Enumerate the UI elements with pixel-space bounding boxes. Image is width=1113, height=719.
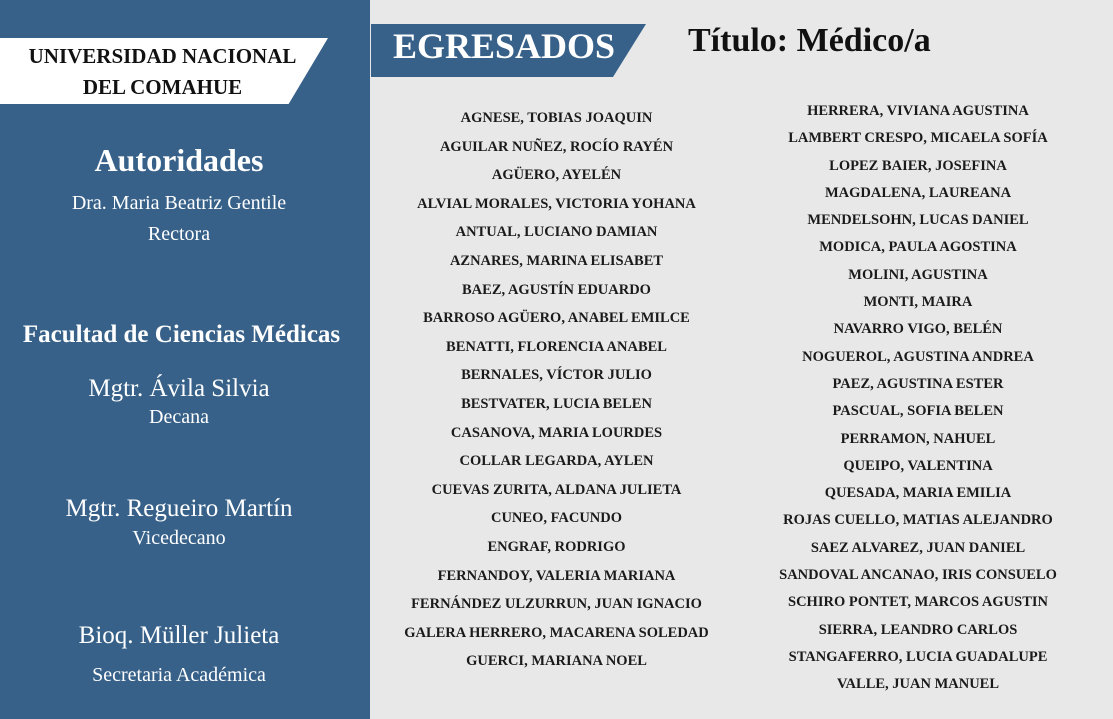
graduate-name: AGÜERO, AYELÉN xyxy=(491,167,622,184)
graduate-name: PASCUAL, SOFIA BELEN xyxy=(832,403,1004,420)
graduate-name: MODICA, PAULA AGOSTINA xyxy=(819,239,1017,256)
graduate-name: LOPEZ BAIER, JOSEFINA xyxy=(829,157,1007,174)
degree-title: Título: Médico/a xyxy=(688,22,931,59)
graduate-name: BESTVATER, LUCIA BELEN xyxy=(461,395,652,412)
graduate-name: BAEZ, AGUSTÍN EDUARDO xyxy=(462,281,651,298)
secretary-name: Bioq. Müller Julieta xyxy=(78,622,280,649)
graduate-name: ROJAS CUELLO, MATIAS ALEJANDRO xyxy=(783,512,1053,529)
faculty-name: Facultad de Ciencias Médicas xyxy=(22,321,341,348)
authorities-heading: Autoridades xyxy=(94,142,264,178)
vicedean-name: Mgtr. Regueiro Martín xyxy=(65,495,293,522)
graduate-name: AZNARES, MARINA ELISABET xyxy=(449,252,664,269)
university-name-line2: DEL COMAHUE xyxy=(82,75,243,99)
graduate-name: GALERA HERRERO, MACARENA SOLEDAD xyxy=(404,624,709,641)
graduate-name: SANDOVAL ANCANAO, IRIS CONSUELO xyxy=(779,567,1057,584)
graduate-name: FERNANDOY, VALERIA MARIANA xyxy=(437,567,676,584)
graduate-name: AGUILAR NUÑEZ, ROCÍO RAYÉN xyxy=(439,138,674,155)
dean-name: Mgtr. Ávila Silvia xyxy=(88,375,270,402)
graduate-name: PERRAMON, NAHUEL xyxy=(840,430,996,447)
graduate-name: SAEZ ALVAREZ, JUAN DANIEL xyxy=(810,539,1026,556)
graduate-name: BERNALES, VÍCTOR JULIO xyxy=(461,367,652,384)
graduate-name: MONTI, MAIRA xyxy=(863,294,973,311)
graduate-name: ENGRAF, RODRIGO xyxy=(487,538,626,555)
secretary-role: Secretaria Académica xyxy=(92,664,266,686)
graduate-name: CASANOVA, MARIA LOURDES xyxy=(450,424,663,441)
graduate-name: QUEIPO, VALENTINA xyxy=(843,457,993,474)
graduate-name: PAEZ, AGUSTINA ESTER xyxy=(832,375,1004,392)
graduate-name: FERNÁNDEZ ULZURRUN, JUAN IGNACIO xyxy=(411,596,702,613)
rector-name: Dra. Maria Beatriz Gentile xyxy=(71,192,287,214)
graduate-name: GUERCI, MARIANA NOEL xyxy=(466,653,647,670)
graduate-name: HERRERA, VIVIANA AGUSTINA xyxy=(807,103,1029,119)
graduate-name: MOLINI, AGUSTINA xyxy=(848,266,988,283)
graduates-column-2 xyxy=(748,98,1088,699)
graduate-name: QUESADA, MARIA EMILIA xyxy=(824,485,1012,502)
graduate-name: BARROSO AGÜERO, ANABEL EMILCE xyxy=(423,310,690,327)
university-name-line1: UNIVERSIDAD NACIONAL xyxy=(28,44,297,68)
graduate-name: AGNESE, TOBIAS JOAQUIN xyxy=(460,110,653,126)
graduate-name: BENATTI, FLORENCIA ANABEL xyxy=(446,338,667,355)
graduate-name: MENDELSOHN, LUCAS DANIEL xyxy=(807,212,1029,229)
sidebar-panel xyxy=(0,0,370,719)
graduate-name: COLLAR LEGARDA, AYLEN xyxy=(459,453,654,470)
graduate-name: NAVARRO VIGO, BELÉN xyxy=(833,321,1003,338)
graduate-name: ALVIAL MORALES, VICTORIA YOHANA xyxy=(417,195,696,212)
graduate-name: CUNEO, FACUNDO xyxy=(490,510,623,527)
graduate-name: NOGUEROL, AGUSTINA ANDREA xyxy=(802,348,1034,365)
rector-role: Rectora xyxy=(147,223,211,245)
graduate-name: LAMBERT CRESPO, MICAELA SOFÍA xyxy=(788,130,1048,147)
egresados-heading: EGRESADOS xyxy=(393,26,616,66)
graduate-name: VALLE, JUAN MANUEL xyxy=(836,676,1000,693)
dean-role: Decana xyxy=(149,406,209,428)
vicedean-role: Vicedecano xyxy=(132,527,226,549)
graduate-name: SCHIRO PONTET, MARCOS AGUSTIN xyxy=(788,594,1048,611)
graduate-name: CUEVAS ZURITA, ALDANA JULIETA xyxy=(431,481,682,498)
graduates-column-1 xyxy=(384,104,729,676)
graduate-name: MAGDALENA, LAUREANA xyxy=(824,184,1012,201)
graduate-name: SIERRA, LEANDRO CARLOS xyxy=(818,621,1018,638)
graduate-name: STANGAFERRO, LUCIA GUADALUPE xyxy=(788,648,1048,665)
graduate-name: ANTUAL, LUCIANO DAMIAN xyxy=(455,224,658,241)
